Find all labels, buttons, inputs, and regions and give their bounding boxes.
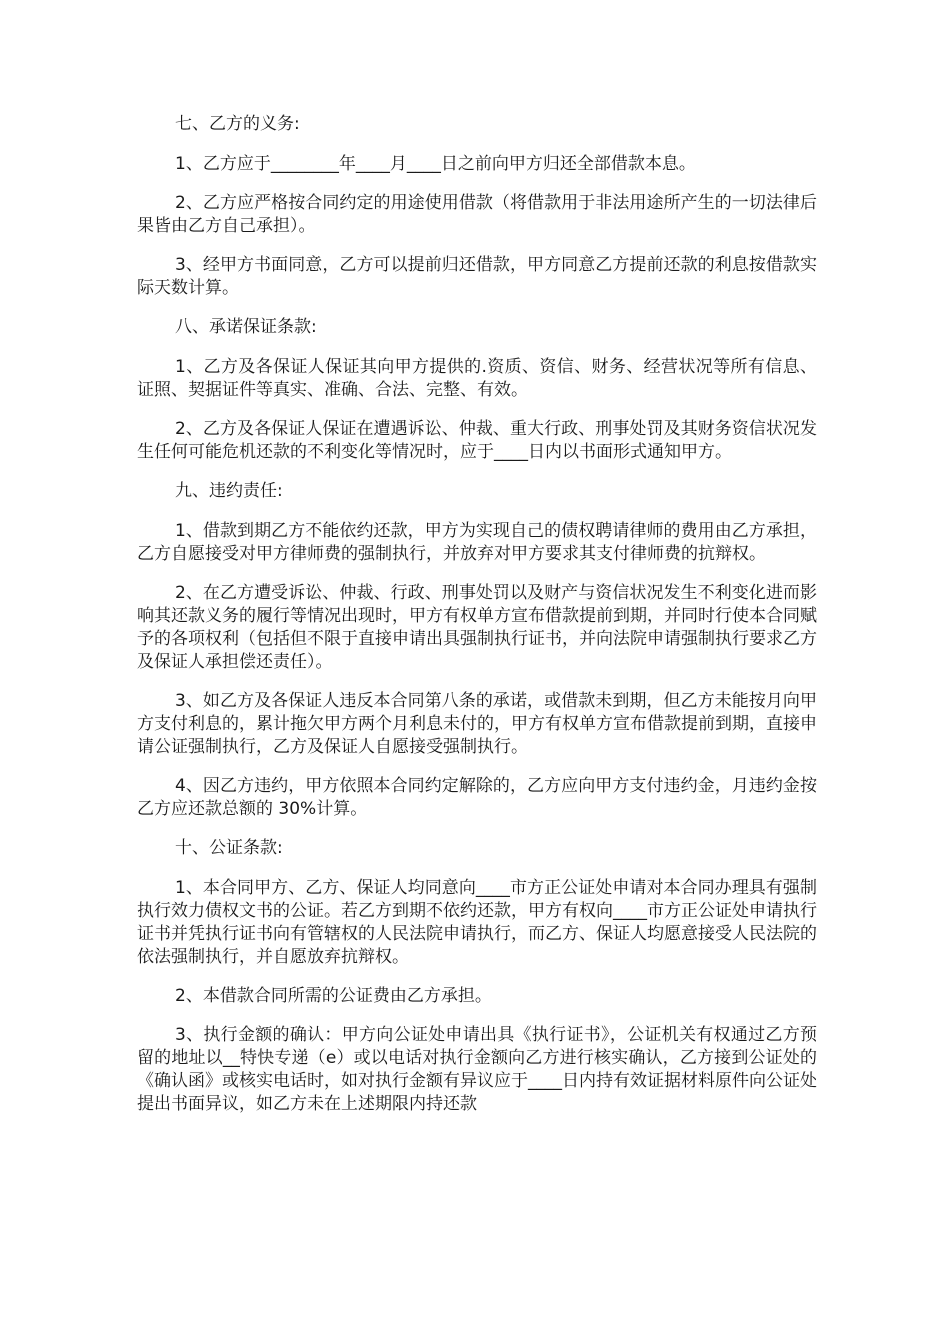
section-heading: 九、违约责任: — [175, 481, 283, 501]
section-notarization — [137, 837, 817, 1116]
clause-paragraph: 1、乙方及各保证人保证其向甲方提供的.资质、资信、财务、经营状况等所有信息、证照、契据证件等真实、准确、合法、完整、有效。 — [137, 357, 817, 400]
clause-paragraph: 2、乙方及各保证人保证在遭遇诉讼、仲裁、重大行政、刑事处罚及其财务资信状况发生任何可能危机还款的不利变化等情况时，应于____日内以书面形式通知甲方。 — [137, 419, 817, 462]
clause-paragraph: 3、经甲方书面同意，乙方可以提前归还借款，甲方同意乙方提前还款的利息按借款实际天数计算。 — [137, 255, 817, 298]
document-page — [137, 113, 817, 1132]
section-obligations — [137, 113, 817, 300]
section-guarantees — [137, 316, 817, 464]
clause-paragraph: 1、乙方应于________年____月____日之前向甲方归还全部借款本息。 — [175, 154, 696, 174]
clause-paragraph: 4、因乙方违约，甲方依照本合同约定解除的，乙方应向甲方支付违约金，月违约金按乙方应还款总额的 30%计算。 — [137, 776, 817, 819]
clause-paragraph: 1、借款到期乙方不能依约还款，甲方为实现自己的债权聘请律师的费用由乙方承担，乙方自愿接受对甲方律师费的强制执行，并放弃对甲方要求其支付律师费的抗辩权。 — [137, 521, 817, 564]
clause-paragraph: 3、执行金额的确认：甲方向公证处申请出具《执行证书》，公证机关有权通过乙方预留的地址以__特快专递（e）或以电话对执行金额向乙方进行核实确认，乙方接到公证处的《确认函》或核实电话时，如对执行金额有异议应于____日内持有效证据材料原件向公证处提出书面异议，如乙方未在上述期限内持还款 — [137, 1025, 817, 1114]
section-heading: 七、乙方的义务: — [175, 114, 300, 134]
section-heading: 八、承诺保证条款: — [175, 317, 317, 337]
clause-paragraph: 2、本借款合同所需的公证费由乙方承担。 — [175, 986, 492, 1006]
clause-paragraph: 2、乙方应严格按合同约定的用途使用借款（将借款用于非法用途所产生的一切法律后果皆由乙方自己承担）。 — [137, 193, 817, 236]
section-breach-liability — [137, 480, 817, 821]
section-heading: 十、公证条款: — [175, 838, 283, 858]
clause-paragraph: 2、在乙方遭受诉讼、仲裁、行政、刑事处罚以及财产与资信状况发生不利变化进而影响其还款义务的履行等情况出现时，甲方有权单方宣布借款提前到期，并同时行使本合同赋予的各项权利（包括但不限于直接申请出具强制执行证书，并向法院申请强制执行要求乙方及保证人承担偿还责任）。 — [137, 583, 817, 672]
clause-paragraph: 1、本合同甲方、乙方、保证人均同意向____市方正公证处申请对本合同办理具有强制执行效力债权文书的公证。若乙方到期不依约还款，甲方有权向____市方正公证处申请执行证书并凭执行证书向有管辖权的人民法院申请执行，而乙方、保证人均愿意接受人民法院的依法强制执行，并自愿放弃抗辩权。 — [137, 878, 817, 967]
clause-paragraph: 3、如乙方及各保证人违反本合同第八条的承诺，或借款未到期，但乙方未能按月向甲方支付利息的，累计拖欠甲方两个月利息未付的，甲方有权单方宣布借款提前到期，直接申请公证强制执行，乙方及保证人自愿接受强制执行。 — [137, 691, 817, 757]
